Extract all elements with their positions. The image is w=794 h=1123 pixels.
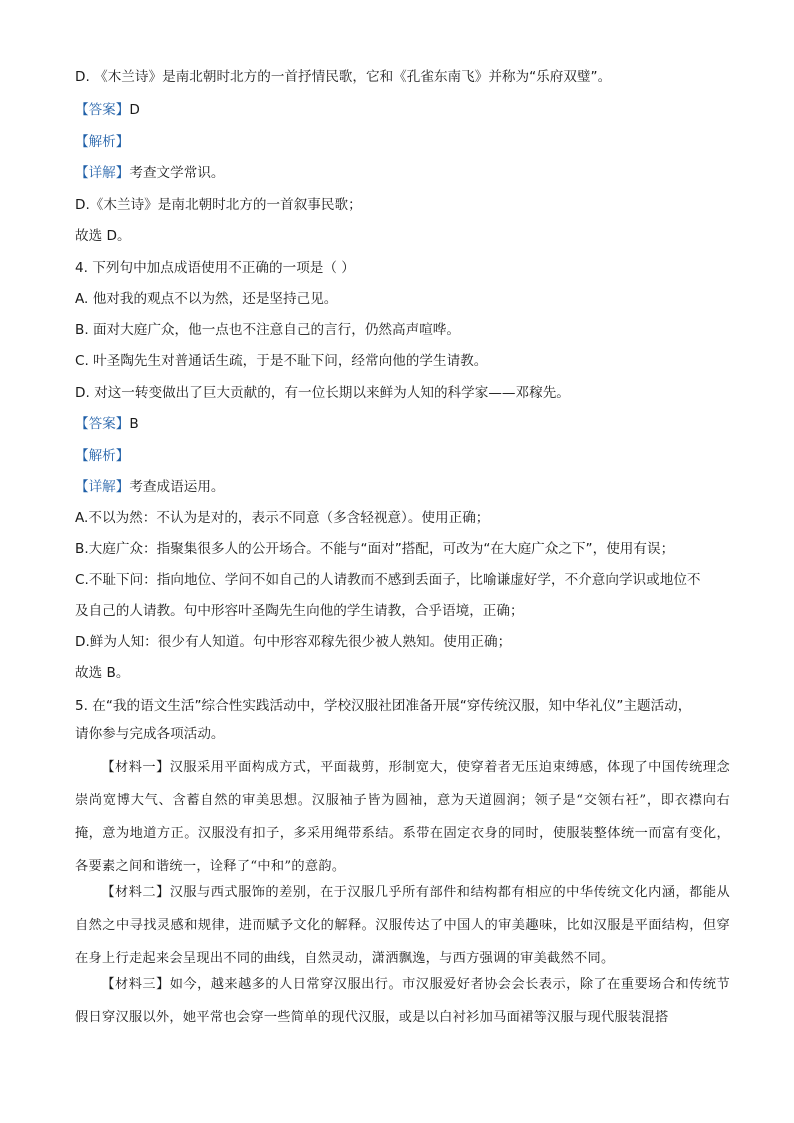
q4-analysis: [75, 446, 129, 466]
line-text: 考查文学常识。: [129, 165, 225, 181]
line-text: A.不以为然：不认为是对的，表示不同意（多含轻视意）。使用正确；: [75, 510, 490, 526]
q4-exp-b: [75, 539, 674, 559]
line-text: C.不耻下问：指向地位、学问不如自己的人请教而不感到丢面子，比喻谦虚好学，不介意向学识或地位不: [75, 572, 701, 588]
section-label: 【答案】: [75, 416, 130, 432]
section-label: 【详解】: [75, 165, 130, 181]
q3-opt-d: [75, 67, 611, 87]
line-text: 5. 在“我的语文生活”综合性实践活动中，学校汉服社团准备开展“穿传统汉服，知中华礼仪”主题活动，: [75, 698, 692, 714]
line-text: D: [129, 102, 140, 118]
q3-detail: [75, 163, 225, 183]
line-text: B.大庭广众：指聚集很多人的公开场合。不能与“面对”搭配，可改为“在大庭广众之下”，使用有误；: [75, 541, 675, 557]
q4-opt-a: [75, 289, 337, 309]
q5-stem1: [75, 696, 691, 716]
line-text: A. 他对我的观点不以为然，还是坚持己见。: [75, 291, 338, 307]
line-text: D. 对这一转变做出了巨大贡献的，有一位长期以来鲜为人知的科学家——邓稼先。: [75, 385, 570, 401]
q3-detail-d: [75, 195, 362, 215]
line-text: C. 叶圣陶先生对普通话生疏，于是不耻下问，经常向他的学生请教。: [75, 353, 488, 369]
q3-analysis: [75, 132, 129, 152]
line-text: B: [129, 416, 139, 432]
line-text: D. 《木兰诗》是南北朝时北方的一首抒情民歌，它和《孔雀东南飞》并称为“乐府双璧”。: [75, 69, 612, 85]
line-text: 故选 B。: [75, 665, 130, 681]
line-text: D.《木兰诗》是南北朝时北方的一首叙事民歌；: [75, 197, 362, 213]
section-label: 【详解】: [75, 479, 130, 495]
section-label: 【解析】: [75, 448, 130, 464]
q4-exp-d: [75, 632, 511, 652]
q3-answer: [75, 100, 140, 120]
section-label: 【解析】: [75, 134, 130, 150]
q4-exp-c2: [75, 601, 524, 621]
q4-answer: [75, 414, 139, 434]
q4-exp-c1: [75, 570, 701, 590]
section-label: 【答案】: [75, 102, 130, 118]
q4-opt-d: [75, 383, 570, 403]
q3-conclusion: [75, 226, 131, 246]
q4-exp-a: [75, 508, 489, 528]
line-text: 4. 下列句中加点成语使用不正确的一项是（ ）: [75, 260, 355, 276]
q4-opt-b: [75, 320, 460, 340]
line-text: D.鲜为人知：很少有人知道。句中形容邓稼先很少被人熟知。使用正确；: [75, 634, 512, 650]
line-text: 故选 D。: [75, 228, 131, 244]
material-3: 【材料三】如今，越来越多的人日常穿汉服出行。市汉服爱好者协会会长表示，除了在重要场合和传统节假日穿汉服以外，她平常也会穿一些简单的现代汉服，或是以白衬衫加马面裙等汉服与现代服装混搭: [75, 977, 730, 1025]
q5-stem2: [75, 724, 225, 744]
material-1: 【材料一】汉服采用平面构成方式，平面裁剪，形制宽大，使穿着者无压迫束缚感，体现了中国传统理念崇尚宽博大气、含蓄自然的审美思想。汉服袖子皆为圆袖，意为天道圆润；领子是“交领右衽”，即衣襟向右掩，意为地道方正。汉服没有扣子，多采用绳带系结。系带在固定衣身的同时，使服装整体统一而富有变化，各要素之间和谐统一，诠释了“中和”的意韵。: [75, 760, 730, 874]
q4-stem: [75, 258, 355, 278]
line-text: 及自己的人请教。句中形容叶圣陶先生向他的学生请教，合乎语境，正确；: [75, 603, 524, 619]
line-text: B. 面对大庭广众，他一点也不注意自己的言行，仍然高声喧哗。: [75, 322, 460, 338]
q4-opt-c: [75, 351, 487, 371]
line-text: 请你参与完成各项活动。: [75, 726, 225, 742]
q4-detail: [75, 477, 225, 497]
q4-conclusion: [75, 663, 129, 683]
material-2: 【材料二】汉服与西式服饰的差别，在于汉服几乎所有部件和结构都有相应的中华传统文化内涵，都能从自然之中寻找灵感和规律，进而赋予文化的解释。汉服传达了中国人的审美趣味，比如汉服是平面结构，但穿在身上行走起来会呈现出不同的曲线，自然灵动，潇洒飘逸，与西方强调的审美截然不同。: [75, 885, 730, 966]
line-text: 考查成语运用。: [129, 479, 225, 495]
